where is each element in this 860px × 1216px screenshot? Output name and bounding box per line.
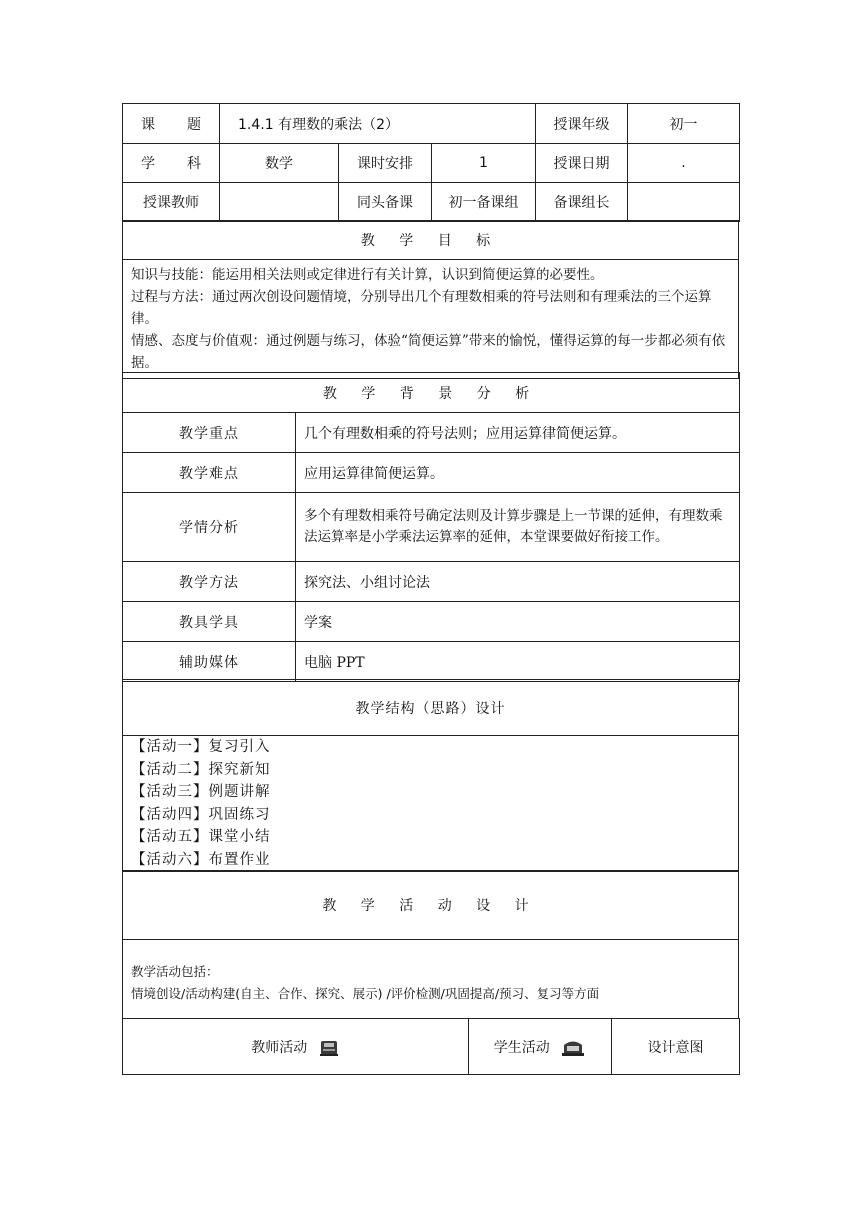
date-value: .: [628, 144, 740, 183]
discipline-value: 数学: [220, 144, 339, 183]
leader-value: [628, 183, 740, 222]
activity-item: 【活动六】布置作业: [131, 851, 271, 868]
discipline-label-cell: 学 科: [123, 144, 220, 183]
teacher-value: [220, 183, 339, 222]
date-label: 授课日期: [536, 144, 628, 183]
grade-value: 初一: [628, 104, 740, 144]
activity-item: 【活动一】复习引入: [131, 739, 271, 755]
grade-label: 授课年级: [536, 104, 628, 144]
activity-note-line: 情境创设/活动构建(自主、合作、探究、展示) /评价检测/巩固提高/预习、复习等方面: [131, 986, 600, 1001]
leader-label: 备课组长: [536, 183, 628, 222]
activity-design-heading: 教 学 活 动 设 计: [123, 871, 739, 940]
activity-design-table: [122, 870, 739, 1019]
focus-label: 教学重点: [123, 413, 296, 453]
activity-item: 【活动三】例题讲解: [131, 784, 271, 800]
subject-value: 1.4.1 有理数的乘法（2）: [220, 104, 536, 144]
teacher-activity-cell: [123, 1019, 469, 1075]
difficulty-label: 教学难点: [123, 453, 296, 493]
background-heading: 教 学 背 景 分 析: [123, 373, 740, 413]
activity-item: 【活动四】巩固练习: [131, 806, 271, 823]
media-value: 电脑 PPT: [296, 642, 740, 682]
design-intent: 设计意图: [612, 1019, 740, 1075]
difficulty-value: 应用运算律简便运算。: [296, 453, 740, 493]
method-label: 教学方法: [123, 562, 296, 602]
objective-attitude: 情感、态度与价值观：通过例题与练习，体验“简便运算”带来的愉悦，懂得运算的每一步都必须有依据。: [131, 333, 726, 371]
student-activity-cell: [469, 1019, 612, 1075]
objective-process: 过程与方法：通过两次创设问题情境，分别导出几个有理数相乘的符号法则和有理乘法的三个运算律。: [131, 289, 712, 327]
objective-knowledge: 知识与技能：能运用相关法则或定律进行有关计算，认识到简便运算的必要性。: [131, 267, 604, 283]
objectives-body: [123, 260, 739, 379]
teacher-activity-label: 教师活动: [251, 1039, 308, 1056]
teacher-icon: [318, 1039, 340, 1057]
focus-value: 几个有理数相乘的符号法则；应用运算律简便运算。: [296, 413, 740, 453]
student-icon: [560, 1039, 586, 1057]
hours-label: 课时安排: [339, 144, 432, 183]
objectives-table: [122, 220, 739, 379]
background-table: [122, 372, 740, 682]
student-analysis-value: 多个有理数相乘符号确定法则及计算步骤是上一节课的延伸，有理数乘法运算率是小学乘法运算率的延伸，本堂课要做好衔接工作。: [296, 493, 740, 562]
activity-list: [123, 736, 739, 872]
media-label: 辅助媒体: [123, 642, 296, 682]
activity-design-note: [123, 940, 739, 1019]
method-value: 探究法、小组讨论法: [296, 562, 740, 602]
student-activity-label: 学生活动: [493, 1039, 550, 1056]
structure-table: [122, 679, 739, 872]
tools-label: 教具学具: [123, 602, 296, 642]
tools-value: 学案: [296, 602, 740, 642]
activity-item: 【活动五】课堂小结: [131, 829, 271, 845]
activity-item: 【活动二】探究新知: [131, 761, 271, 778]
hours-value: 1: [432, 144, 536, 183]
header-table: [122, 103, 740, 222]
prep-label: 同头备课: [339, 183, 432, 222]
structure-heading: 教学结构（思路）设计: [123, 680, 739, 736]
activity-note-line: 教学活动包括：: [131, 964, 219, 979]
student-analysis-label: 学情分析: [123, 493, 296, 562]
activity-columns-table: [122, 1018, 740, 1075]
teacher-label: 授课教师: [123, 183, 220, 222]
prep-value: 初一备课组: [432, 183, 536, 222]
subject-label-cell: 课 题: [123, 104, 220, 144]
objectives-heading: 教 学 目 标: [123, 221, 739, 260]
